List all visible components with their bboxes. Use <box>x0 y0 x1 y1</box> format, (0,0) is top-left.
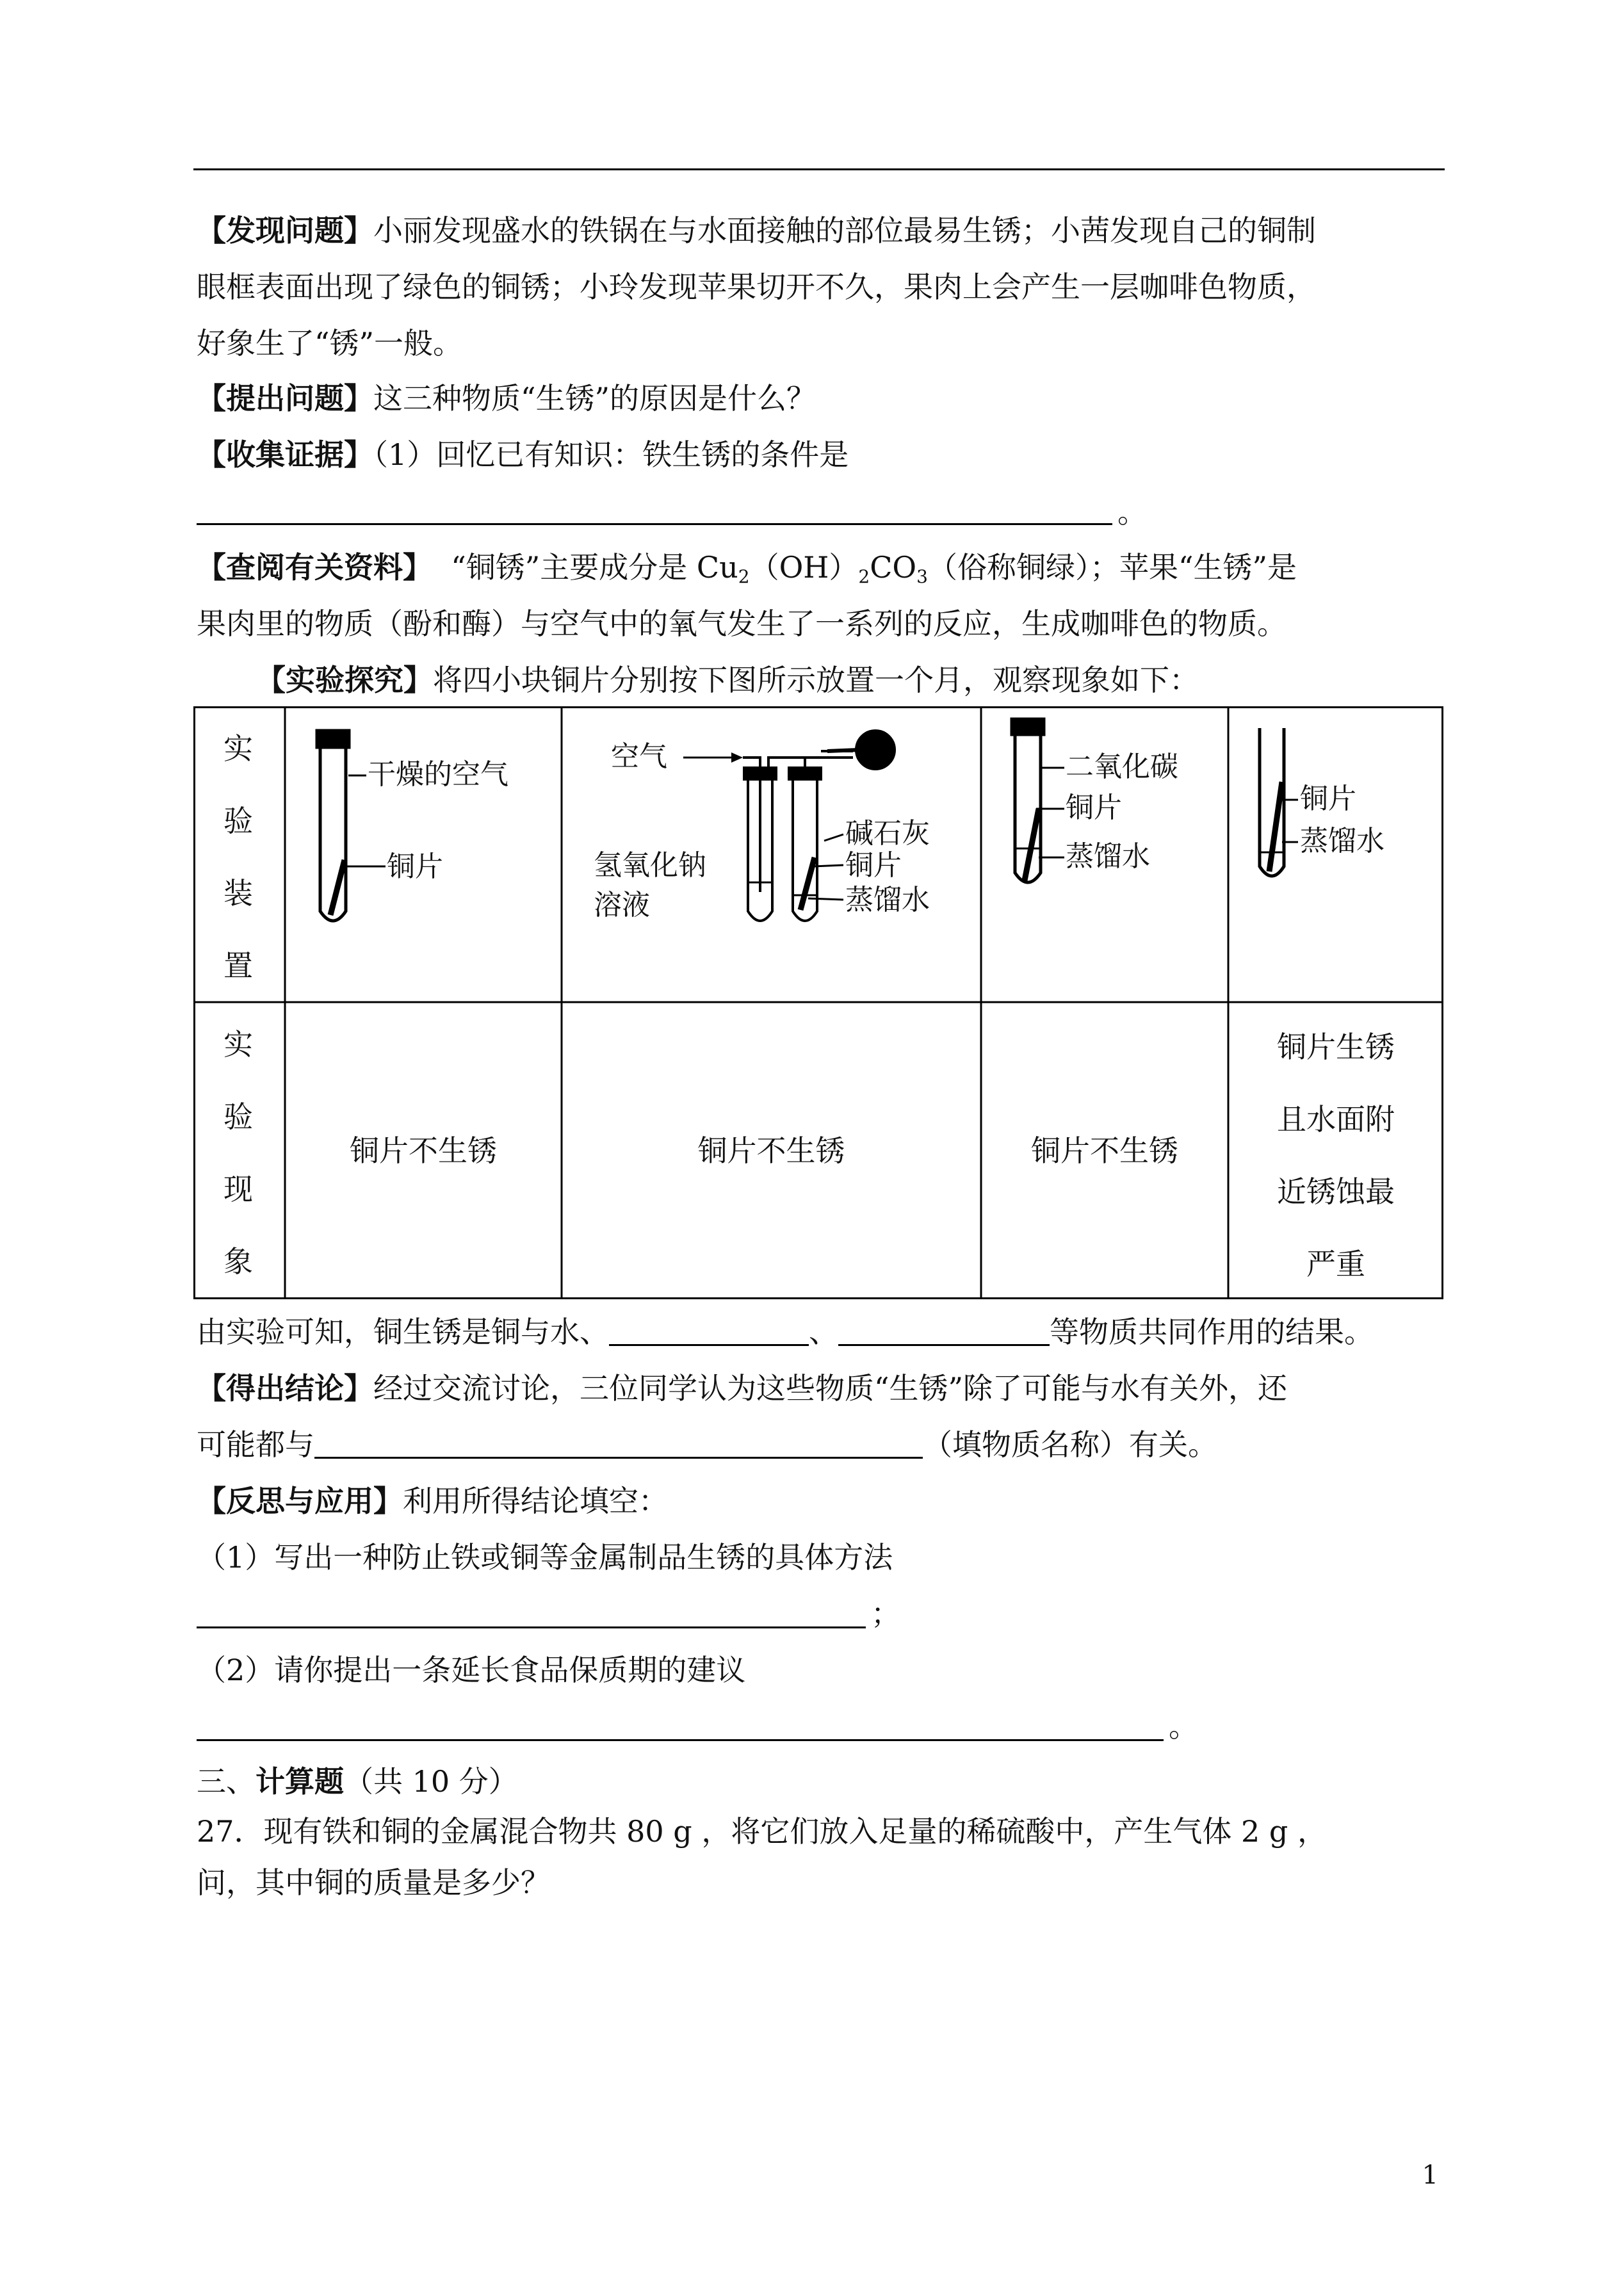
result-4-line: 严重 <box>1306 1247 1365 1281</box>
period-mark: 。 <box>1117 495 1147 530</box>
para-discover-line3: 好象生了“锈”一般。 <box>197 326 463 361</box>
page-number: 1 <box>1422 2161 1438 2190</box>
row-label-phenomenon <box>193 1009 283 1298</box>
tag-discover: 【发现问题】 <box>197 213 373 248</box>
label-char: 实 <box>223 1027 253 1062</box>
section-number: 三、 <box>197 1764 256 1799</box>
label-char: 实 <box>223 731 253 766</box>
formula-text: （俗称铜绿）；苹果“生锈”是 <box>927 550 1297 585</box>
result-4 <box>1228 1011 1443 1301</box>
device-4-label-water: 蒸馏水 <box>1300 825 1384 857</box>
tag-conclusion: 【得出结论】 <box>197 1371 373 1406</box>
device-2-label-air: 空气 <box>611 740 667 773</box>
answer-blank-substance-2[interactable] <box>838 1315 1050 1346</box>
para-conclusion-line2 <box>197 1425 1445 1464</box>
result-3: 铜片不生锈 <box>1031 1133 1178 1168</box>
result-2: 铜片不生锈 <box>697 1133 845 1168</box>
device-2-label-soda-lime: 碱石灰 <box>845 817 930 850</box>
device-4-label-copper: 铜片 <box>1300 783 1356 815</box>
device-2-label-water: 蒸馏水 <box>845 884 930 916</box>
label-char: 置 <box>223 948 253 983</box>
experiment-table <box>193 706 1443 1299</box>
formula-sub: 2 <box>858 566 870 587</box>
period-mark: 。 <box>1169 1709 1198 1744</box>
device-3-label-co2: 二氧化碳 <box>1066 750 1178 783</box>
answer-blank-q2[interactable] <box>197 1739 1164 1741</box>
answer-blank-q1[interactable] <box>197 1626 866 1628</box>
answer-blank-rust-condition[interactable] <box>197 523 1112 525</box>
result-4-line: 且水面附 <box>1277 1102 1395 1137</box>
section-score: （共 10 分） <box>344 1764 518 1799</box>
label-char: 验 <box>223 804 253 838</box>
device-1-label-dry-air: 干燥的空气 <box>368 758 508 791</box>
device-3-label-copper: 铜片 <box>1066 791 1122 824</box>
tag-question: 【提出问题】 <box>197 381 373 416</box>
device-3-label-water: 蒸馏水 <box>1066 840 1150 873</box>
device-2-label-copper: 铜片 <box>845 849 902 882</box>
para-question <box>197 379 1445 418</box>
tag-reflection: 【反思与应用】 <box>197 1484 403 1518</box>
question-2: （2）请你提出一条延长食品保质期的建议 <box>197 1653 746 1687</box>
label-char: 现 <box>223 1172 253 1206</box>
device-2-label-naoh: 氢氧化钠 <box>594 849 706 882</box>
tag-reference: 【查阅有关资料】 <box>197 550 432 585</box>
formula-text: “铜锈”主要成分是 Cu <box>451 550 738 585</box>
device-3-diagram <box>1012 719 1064 882</box>
para-discover-line2: 眼框表面出现了绿色的铜锈；小玲发现苹果切开不久，果肉上会产生一层咖啡色物质， <box>197 270 1316 304</box>
formula-text: CO <box>870 550 917 585</box>
section-title <box>197 1762 1445 1801</box>
device-1-label-copper: 铜片 <box>387 850 443 883</box>
para-experiment <box>256 661 1505 699</box>
section-name: 计算题 <box>256 1764 344 1799</box>
separator: 、 <box>809 1315 838 1349</box>
result-1: 铜片不生锈 <box>350 1133 497 1168</box>
formula-text: （OH） <box>749 550 859 585</box>
header-rule <box>193 168 1445 170</box>
para-text: 经过交流讨论，三位同学认为这些物质“生锈”除了可能与水有关外，还 <box>373 1371 1288 1406</box>
para-text: （填物质名称）有关。 <box>923 1427 1217 1462</box>
label-char: 验 <box>223 1099 253 1134</box>
para-text: 可能都与 <box>197 1427 314 1462</box>
para-reference-line2: 果肉里的物质（酚和酶）与空气中的氧气发生了一系列的反应，生成咖啡色的物质。 <box>197 606 1287 641</box>
para-text: （1）回忆已有知识：铁生锈的条件是 <box>373 437 849 472</box>
question-27-line2: 问，其中铜的质量是多少？ <box>197 1865 550 1900</box>
semicolon-mark: ； <box>871 1596 900 1631</box>
para-text: 这三种物质“生锈”的原因是什么？ <box>373 381 816 416</box>
label-char: 象 <box>223 1244 253 1279</box>
device-2-label-solution: 溶液 <box>594 889 650 921</box>
row-label-apparatus <box>193 713 283 1002</box>
formula-sub: 3 <box>916 566 928 587</box>
tag-experiment: 【实验探究】 <box>256 663 433 697</box>
para-text: 由实验可知，铜生锈是铜与水、 <box>197 1315 609 1349</box>
formula-sub: 2 <box>738 566 750 587</box>
question-1: （1）写出一种防止铁或铜等金属制品生锈的具体方法 <box>197 1540 893 1575</box>
para-text: 利用所得结论填空： <box>403 1484 668 1518</box>
para-evidence <box>197 435 1445 474</box>
para-text: 小丽发现盛水的铁锅在与水面接触的部位最易生锈；小茜发现自己的铜制 <box>373 213 1316 248</box>
para-inference <box>197 1313 1445 1351</box>
answer-blank-substance-1[interactable] <box>609 1315 809 1346</box>
result-4-line: 近锈蚀最 <box>1277 1174 1395 1209</box>
label-char: 装 <box>223 876 253 911</box>
para-reflection <box>197 1482 1445 1520</box>
para-conclusion-line1 <box>197 1369 1445 1407</box>
para-discover-line1 <box>197 211 1445 250</box>
para-text: 将四小块铜片分别按下图所示放置一个月，观察现象如下： <box>433 663 1199 697</box>
device-4-diagram <box>1260 728 1298 876</box>
result-4-line: 铜片生锈 <box>1277 1030 1395 1064</box>
para-reference-line1 <box>197 548 1445 596</box>
tag-evidence: 【收集证据】 <box>197 437 373 472</box>
question-27-line1: 27．现有铁和铜的金属混合物共 80 g ，将它们放入足量的稀硫酸中，产生气体 2 g ， <box>197 1814 1327 1849</box>
answer-blank-conclusion[interactable] <box>314 1427 923 1459</box>
para-text: 等物质共同作用的结果。 <box>1050 1315 1374 1349</box>
